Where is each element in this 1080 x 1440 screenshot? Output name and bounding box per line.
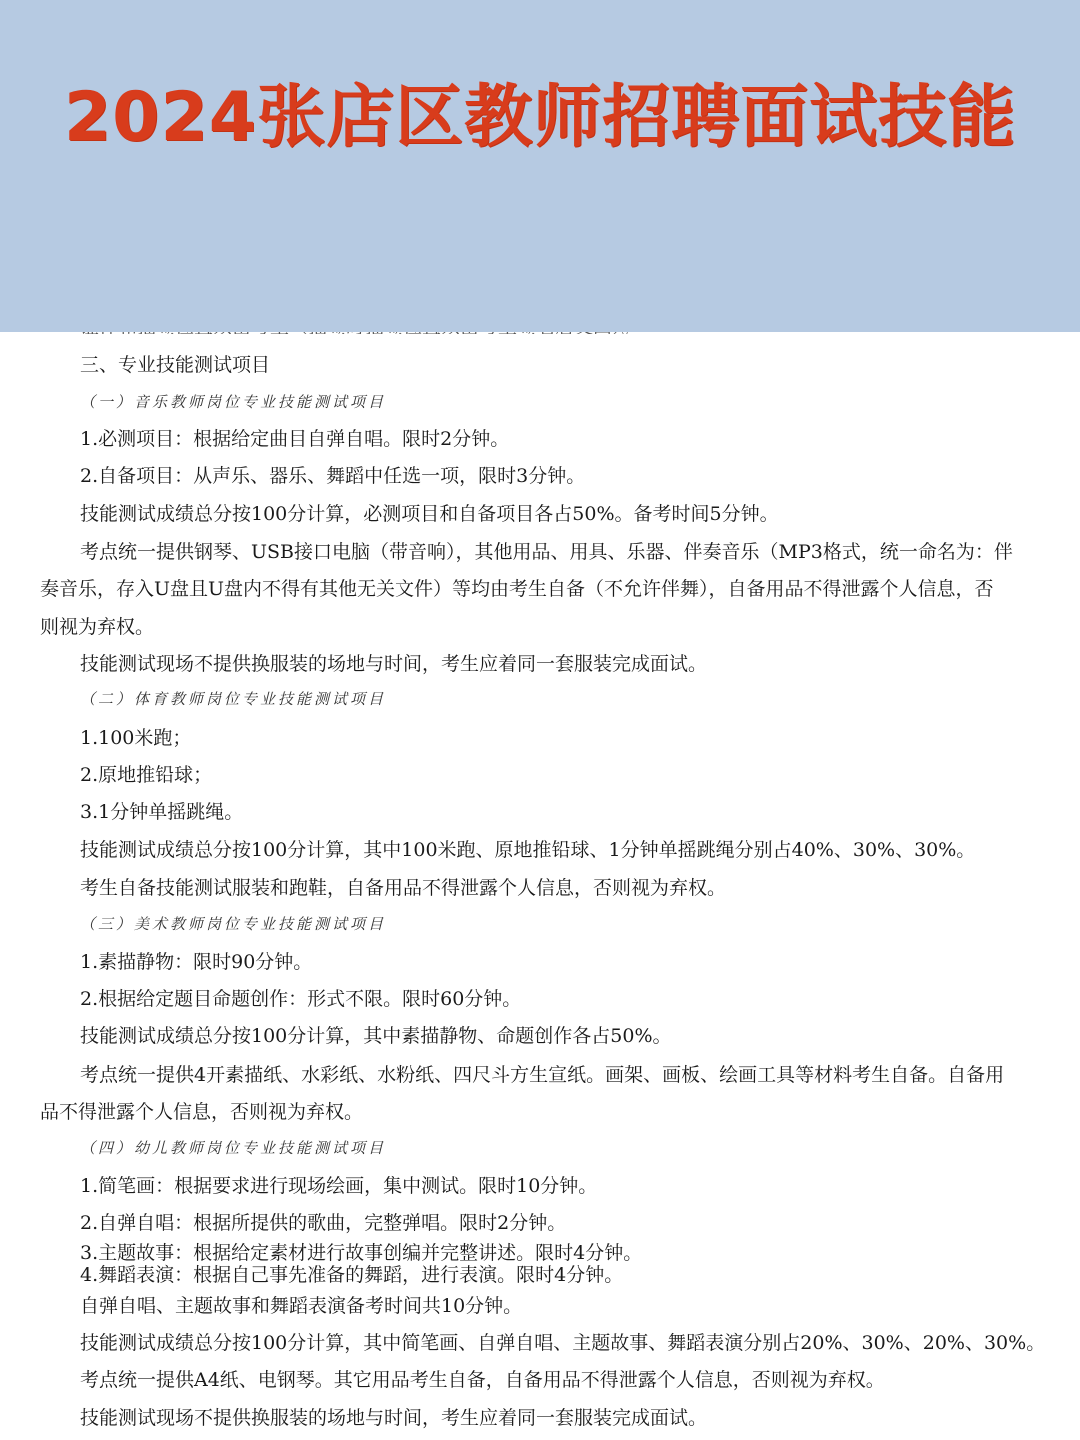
music-item-2: 2.自备项目：从声乐、器乐、舞蹈中任选一项，限时3分钟。	[80, 465, 586, 487]
kindergarten-prep-time: 自弹自唱、主题故事和舞蹈表演备考时间共10分钟。	[80, 1295, 523, 1317]
pe-scoring: 技能测试成绩总分按100分计算，其中100米跑、原地推铅球、1分钟单摇跳绳分别占40%、30%、30%。	[80, 839, 976, 861]
pe-item-1: 1.100米跑；	[80, 727, 192, 749]
art-item-1: 1.素描静物：限时90分钟。	[80, 951, 313, 973]
music-item-1: 1.必测项目：根据给定曲目自弹自唱。限时2分钟。	[80, 428, 510, 450]
title-banner	[0, 0, 1080, 332]
music-subheading: （一）音乐教师岗位专业技能测试项目	[80, 393, 387, 411]
banner-title: 2024张店区教师招聘面试技能	[63, 77, 1017, 157]
music-provided-line-2: 奏音乐，存入U盘且U盘内不得有其他无关文件）等均由考生自备（不允许伴舞），自备用品不得泄露个人信息，否	[40, 578, 994, 600]
pe-item-3: 3.1分钟单摇跳绳。	[80, 801, 244, 823]
kindergarten-item-2: 2.自弹自唱：根据所提供的歌曲，完整弹唱。限时2分钟。	[80, 1212, 567, 1234]
kindergarten-subheading: （四）幼儿教师岗位专业技能测试项目	[80, 1139, 387, 1157]
kindergarten-provided: 考点统一提供A4纸、电钢琴。其它用品考生自备，自备用品不得泄露个人信息，否则视为弃权。	[80, 1369, 885, 1391]
pe-item-2: 2.原地推铅球；	[80, 764, 213, 786]
pe-equipment: 考生自备技能测试服装和跑鞋，自备用品不得泄露个人信息，否则视为弃权。	[80, 877, 727, 899]
kindergarten-no-changing: 技能测试现场不提供换服装的场地与时间，考生应着同一套服装完成面试。	[80, 1407, 708, 1429]
kindergarten-item-1: 1.简笔画：根据要求进行现场绘画，集中测试。限时10分钟。	[80, 1175, 598, 1197]
section-heading: 三、专业技能测试项目	[80, 354, 271, 376]
music-scoring: 技能测试成绩总分按100分计算，必测项目和自备项目各占50%。备考时间5分钟。	[80, 503, 779, 525]
art-scoring: 技能测试成绩总分按100分计算，其中素描静物、命题创作各占50%。	[80, 1025, 672, 1047]
art-subheading: （三）美术教师岗位专业技能测试项目	[80, 915, 387, 933]
art-provided-line-1: 考点统一提供4开素描纸、水彩纸、水粉纸、四尺斗方生宣纸。画架、画板、绘画工具等材料考生自备。自备用	[80, 1064, 1005, 1086]
kindergarten-scoring: 技能测试成绩总分按100分计算，其中简笔画、自弹自唱、主题故事、舞蹈表演分别占20%、30%、20%、30%。	[80, 1332, 1046, 1354]
music-provided-line-3: 则视为弃权。	[40, 616, 155, 638]
art-item-2: 2.根据给定题目命题创作：形式不限。限时60分钟。	[80, 988, 522, 1010]
kindergarten-item-4: 4.舞蹈表演：根据自己事先准备的舞蹈，进行表演。限时4分钟。	[80, 1264, 624, 1286]
music-provided-line-1: 考点统一提供钢琴、USB接口电脑（带音响），其他用品、用具、乐器、伴奏音乐（MP3格式，统一命名为：伴	[80, 541, 1013, 563]
music-no-changing: 技能测试现场不提供换服装的场地与时间，考生应着同一套服装完成面试。	[80, 653, 708, 675]
kindergarten-item-3: 3.主题故事：根据给定素材进行故事创编并完整讲述。限时4分钟。	[80, 1242, 643, 1264]
pe-subheading: （二）体育教师岗位专业技能测试项目	[80, 690, 387, 708]
art-provided-line-2: 品不得泄露个人信息，否则视为弃权。	[40, 1101, 364, 1123]
